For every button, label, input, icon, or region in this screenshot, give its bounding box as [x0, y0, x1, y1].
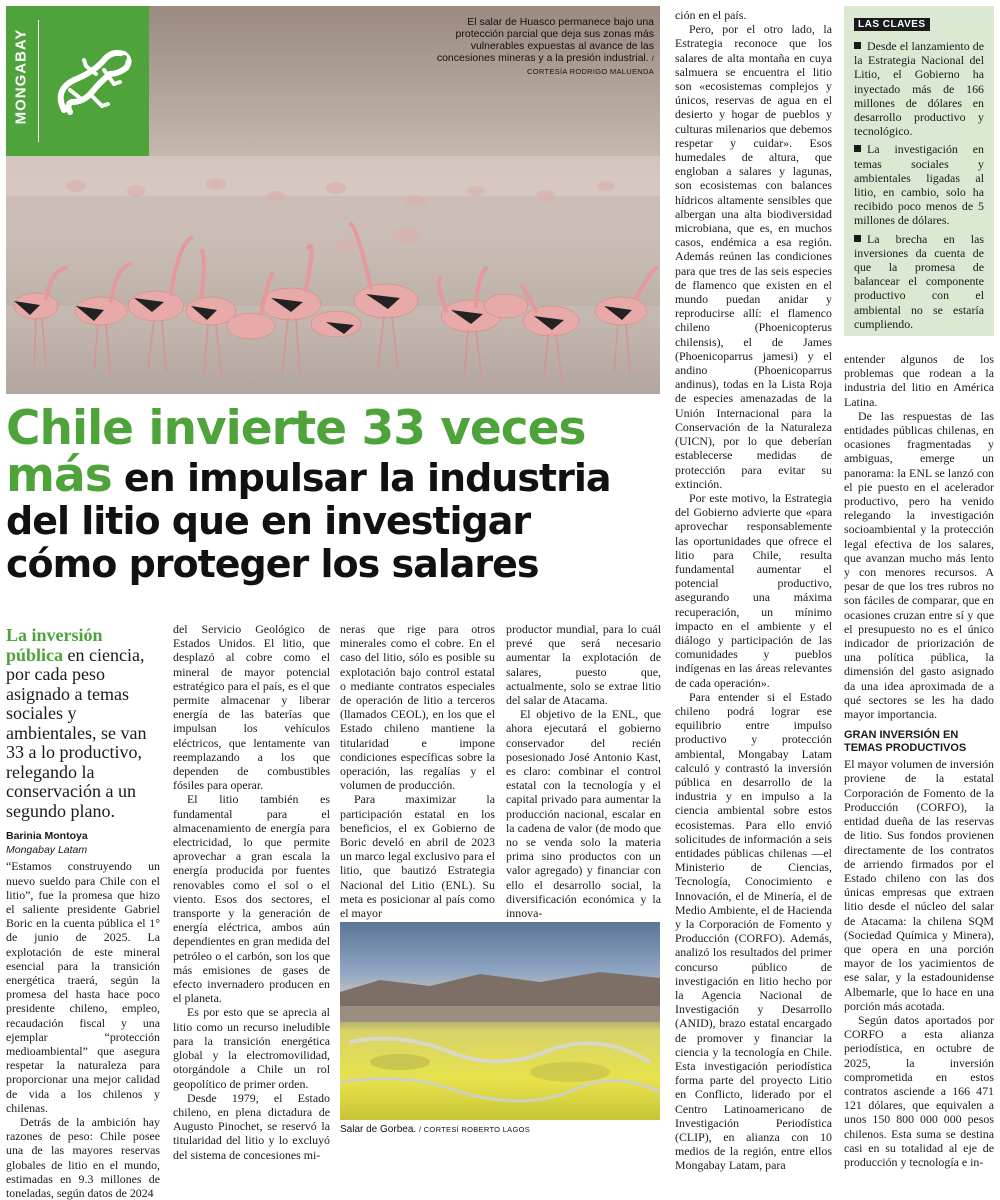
paragraph: Es por esto que se aprecia al litio como un recurso ineludible para la transición energética global y la electromovilidad, otorgándole a Chile un rol geopolítico de primer orden. — [173, 1005, 330, 1091]
key-point-text: La investigación en temas sociales y ambientales ligadas al litio, en cambio, solo ha recibido poco menos de 5 millones de dólares. — [854, 142, 984, 228]
paragraph: entender algunos de los problemas que rodean a la industria del litio en América Latina. — [844, 352, 994, 409]
paragraph: Según datos aportados por CORFO a esta alianza periodística, en octubre de 2025, la inversión comprometida en estos contratos asciende a 166 471 121 dólares, que equivalen a unos 150 800 000 000 pesos chilenos. Esta suma se destina casi en su totalidad al eje de producción y tecnología e in- — [844, 1012, 994, 1169]
square-bullet-icon — [854, 42, 861, 49]
brand-box — [6, 6, 149, 156]
paragraph: Pero, por el otro lado, la Estrategia reconoce que los salares de alta montaña en cuya salmuera se encuentra el litio son «ecosistemas complejos y únicos, reservas de agua en el desierto y hogar de pueblos y culturas milenarios que debemos respetar y cuidar». Esos humedales de altura, que engloban a salares y lagunas, son ecosistemas con balances hídricos altamente sensibles que albergan una alta biodiversidad microbiana, que es, en muchos casos, endémica a esa región. Además reúnen las condiciones para que tres de las seis especies de flamenco que existen en el mundo puedan anidar y reproducirse allí: el flamenco chileno (Phoenicopterus chilensis), el de James (Phoenicoparrus jamesi) y el andino (Phoenicoparrus andinus), todas en la Lista Roja de especies amenazadas de la Unión Internacional para la Conservación de la Naturaleza (UICN), por lo que deberían establecerse medidas de protección para evitar su extinción. — [675, 22, 832, 491]
photo-top-caption — [432, 16, 654, 78]
salar-photo — [340, 922, 660, 1120]
photo-bottom-caption-text: Salar de Gorbea. — [340, 1124, 417, 1135]
paragraph: productor mundial, para lo cuál prevé que será necesario aumentar la explotación de salares, puesto que, actualmente, solo se extrae litio del salar de Atacama. — [506, 622, 661, 708]
gecko-icon — [44, 40, 144, 140]
key-points-box — [844, 6, 994, 336]
column-2 — [173, 622, 330, 1162]
author-org: Mongabay Latam — [6, 844, 88, 857]
headline-line-1: Chile invierte 33 veces — [6, 401, 586, 456]
brand-rule — [38, 20, 39, 142]
paragraph: El litio también es fundamental para el almacenamiento de energía para electricidad, lo que permite aprovechar a gran escala la energía producida por fuentes renovables como el sol o el viento. Esos dos sectores, el transporte y la generación de energía eléctrica, ambos aún dependientes en gran medida del petróleo o el carbón, son los que más emisiones de gases de efecto invernadero producen en el planeta. — [173, 792, 330, 1006]
paragraph: del Servicio Geológico de Estados Unidos. El litio, que desplazó al cobre como el mineral de mayor potencial estratégico para el país, es el que permite almacenar y liberar energía de las baterías que impulsan los vehículos eléctricos, que lentamente van reemplazando a los que dependen de combustibles fósiles para operar. — [173, 622, 330, 793]
lede — [6, 626, 160, 821]
column-6 — [844, 352, 994, 1169]
section-subhead: GRAN INVERSIÓN EN TEMAS PRODUCTIVOS — [844, 729, 967, 755]
photo-top-credit: / CORTESÍA RODRIGO MALUENDA — [527, 54, 654, 76]
paragraph: “Estamos construyendo un nuevo sueldo para Chile con el litio”, fue la promesa que hizo el saliente presidente Gabriel Boric en la cuenta pública el 1° de junio de 2025. La explotación de este mineral esencial para la transición energética traerá, según la promesa del hasta hace poco presidente chileno, empleo, recaudación fiscal y una ejemplar “protección medioambiental” que asegura respetar la naturaleza para proporcionar una mejor calidad de vida a los chilenos y chilenas. — [6, 859, 160, 1115]
paragraph: ción en el país. — [675, 8, 747, 22]
headline — [6, 401, 666, 586]
headline-line-2 — [6, 448, 666, 503]
paragraph: Para maximizar la participación estatal en los beneficios, el ex Gobierno de Boric develó en abril de 2023 un marco legal exclusivo para el litio, que bautizó Estrategia Nacional del Litio (ENL). Su meta es posicionar al país como el mayor — [340, 792, 495, 921]
key-point — [854, 39, 984, 138]
column-4 — [506, 622, 661, 920]
lede-bold: La inversión pública — [6, 625, 103, 665]
square-bullet-icon — [854, 235, 861, 242]
column-1 — [6, 626, 160, 1200]
headline-emphasis: más — [6, 448, 112, 503]
key-points-title: LAS CLAVES — [854, 18, 930, 31]
lede-text: en ciencia, por cada peso asignado a temas sociales y ambientales, se van 33 a lo productivo, relegando la conservación a un segundo plano. — [6, 644, 147, 821]
headline-line-3: del litio que en investigar — [6, 499, 531, 543]
brand-name: MONGABAY — [12, 28, 30, 125]
paragraph: De las respuestas de las entidades públicas chilenas, en ocasiones fragmentadas y ambiguas, emerge un panorama: la ENL se lanzó con el pie puesto en el acelerador productivo, pero ha venido relegando la investigación socioambiental y la protección legal efectiva de los salares, que avanzan mucho más lento y con menores recursos. A pesar de que los tres rubros no son fáciles de comparar, que en ocasiones cruzan entre sí y que el presupuesto no es el único indicador de priorización de una política pública, la dimensión del gasto asignado da una idea aproximada de a qué sectores se les ha dado mayor importancia. — [844, 408, 994, 722]
paragraph: Desde 1979, el Estado chileno, en plena dictadura de Augusto Pinochet, se reservó la titularidad del litio y lo excluyó del sistema de concesiones mi- — [173, 1090, 330, 1162]
photo-top-caption-text: El salar de Huasco permanece bajo una protección parcial que deja sus zonas más vulnerables expuestas al avance de las concesiones mineras y a la presión industrial. — [436, 16, 654, 64]
salar-landscape-illustration — [340, 922, 660, 1120]
paragraph: El objetivo de la ENL, que ahora ejecutará el gobierno conservador del recién posesionado José Antonio Kast, es claro: combinar el control estatal con la tecnología y el capital privado para aumentar la producción nacional, escalar en la cadena de valor (de modo que no se venda solo la materia prima sino productos con un valor agregado) y financiar con ello el desarrollo social, la diversificación económica y la innova- — [506, 707, 661, 921]
headline-line-2-rest: en impulsar la industria — [111, 456, 611, 500]
column-3 — [340, 622, 495, 920]
headline-line-4: cómo proteger los salares — [6, 542, 539, 586]
photo-bottom-caption — [340, 1124, 660, 1135]
author: Barinia Montoya — [6, 830, 88, 842]
paragraph: Para entender si el Estado chileno podrá lograr ese equilibrio entre impulso productivo y protección ambiental, Mongabay Latam calculó y contrastó la inversión pública en desarrollo de la industria y en impulso a la ciencia ambiental sobre estos ecosistemas. Para ello envió solicitudes de información a seis entidades públicas chilenas —el Ministerio de Ciencias, Tecnología, Conocimiento e Innovación, el de Minería, el de Medio Ambiente, el de Hacienda y la Corporación de Fomento y Producción (CORFO). Además, analizó los resultados del primer concurso público de investigación en litio hecho por la Agencia Nacional de Investigación y Desarrollo (ANID), brazo estatal encargado de promover y financiar la ciencia y la tecnología en Chile. Esta investigación periodística forma parte del proyecto Litio en Conflicto, liderado por el Centro Latinoamericano de Investigación Periodística (CLIP), en alianza con 10 medios de la región, entre ellos Mongabay Latam, para — [675, 689, 832, 1173]
key-point-text: La brecha en las inversiones da cuenta de que la promesa de balancear el componente productivo con el ambiental no se estaría cumpliendo. — [854, 231, 984, 331]
column-5 — [675, 8, 832, 1173]
key-point — [854, 142, 984, 227]
paragraph: Por este motivo, la Estrategia del Gobierno advierte que «para aprovechar responsablemente las oportunidades que ofrece el litio para Chile, resulta fundamental aumentar el potencial productivo, asegurando una máxima recuperación, un mínimo impacto en el ambiente y el diálogo y participación de las comunidades y pueblos indígenas en las áreas relevantes de cada operación». — [675, 490, 832, 690]
key-point-text: Desde el lanzamiento de la Estrategia Nacional del Litio, el Gobierno ha inyectado más de 166 millones de dólares en desarrollo productivo y tecnológico. — [854, 39, 984, 139]
key-point — [854, 232, 984, 331]
paragraph: El mayor volumen de inversión proviene de la estatal Corporación de Fomento de la Producción (CORFO), la entidad dueña de las reservas de litio. Sus fondos provienen directamente de los contratos de arriendo firmados por el Estado chileno con las dos únicas empresas que extraen litio desde el núcleo del salar de Atacama: la chilena SQM (Sociedad Química y Minera), que opera en una porción mayor de los yacimientos de ese salar, y la estadounidense Albemarle, que lo hace en una porción más acotada. — [844, 757, 994, 1013]
photo-bottom-credit: / CORTESÍ ROBERTO LAGOS — [418, 1125, 531, 1134]
square-bullet-icon — [854, 145, 861, 152]
paragraph: neras que rige para otros minerales como el cobre. En el caso del litio, sólo es posible su explotación bajo control estatal o mediante contratos especiales de operación de litio a terceros (llamados CEOL), en los que el Estado chileno mantiene la titularidad e impone condiciones específicas sobre la operación, las regalías y el volumen de producción. — [340, 622, 495, 793]
paragraph: Detrás de la ambición hay razones de peso: Chile posee una de las mayores reservas globales de litio en el mundo, estimadas en 9.3 millones de toneladas, según datos de 2024 — [6, 1115, 160, 1200]
